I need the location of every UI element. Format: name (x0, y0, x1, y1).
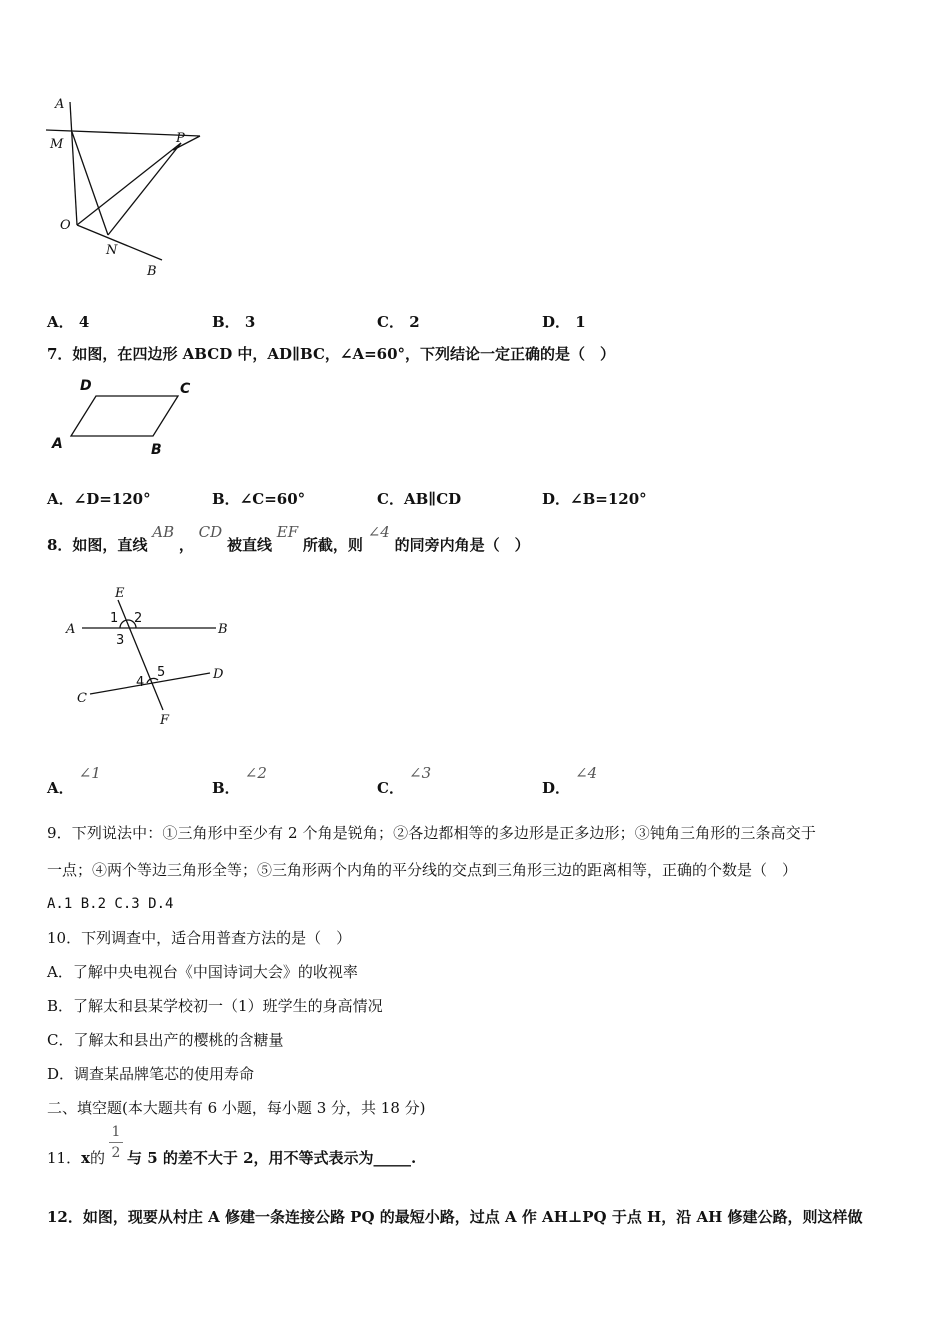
q12-stem: 12．如图，现要从村庄 A 修建一条连接公路 PQ 的最短小路，过点 A 作 AH⊥PQ 于点 H，沿 AH 修建公路，则这样做 (47, 1208, 863, 1226)
label-m: M (50, 137, 64, 152)
option-text: ∠2 (244, 764, 267, 782)
label-b: B (147, 264, 157, 279)
q10-option-b[interactable]: B．了解太和县某学校初一（1）班学生的身高情况 (47, 997, 383, 1015)
label-b: B (218, 622, 228, 637)
q8-cut: 所截，则 (302, 536, 363, 554)
q11-x: x (81, 1149, 91, 1167)
q11-fraction (109, 1124, 123, 1161)
angle-number-3: 3 (116, 633, 125, 648)
label-p: P (176, 131, 185, 146)
label-e: E (115, 586, 125, 601)
option-letter: D． (542, 779, 571, 797)
option-text: 3 (244, 313, 256, 331)
angle-number-2: 2 (134, 611, 143, 626)
q8-comma: ， (178, 536, 194, 554)
q9-line-1: 9．下列说法中：①三角形中至少有 2 个角是锐角；②各边都相等的多边形是正多边形；③钝角三角形的三条高交于 (47, 824, 816, 842)
option-text: 2 (409, 313, 420, 331)
q6-option-a[interactable] (47, 311, 89, 332)
figure-quadrilateral-abcd (45, 372, 205, 462)
q6-option-c[interactable] (377, 311, 420, 332)
q8-option-b[interactable] (212, 762, 267, 798)
label-c: C (180, 381, 191, 397)
option-letter: A． (47, 779, 74, 797)
option-letter: D． (542, 490, 571, 508)
option-text: ∠4 (575, 764, 598, 782)
label-d: D (213, 667, 224, 682)
option-text: ∠D=120° (73, 490, 151, 508)
figure-angle-mon (40, 92, 220, 287)
option-text: 1 (575, 313, 586, 331)
q8-math-ab: AB (152, 523, 175, 541)
label-a: A (52, 436, 63, 452)
q8-math-angle4: ∠4 (367, 523, 390, 541)
q8-option-c[interactable] (377, 762, 431, 798)
option-letter: B． (212, 779, 240, 797)
q6-option-d[interactable] (542, 311, 586, 332)
q8-option-a[interactable] (47, 762, 101, 798)
q9-line-2: 一点；④两个等边三角形全等；⑤三角形两个内角的平分线的交点到三角形三边的距离相等，正确的个数是（ ） (47, 861, 798, 879)
q7-option-b[interactable] (212, 488, 305, 509)
option-letter: C． (377, 313, 404, 331)
q8-suffix: 的同旁内角是（ ） (394, 536, 530, 554)
q8-math-ef: EF (276, 523, 299, 541)
option-letter: A． (47, 490, 74, 508)
label-a: A (55, 97, 65, 112)
q8-math-cd: CD (198, 523, 223, 541)
option-text: ∠3 (409, 764, 432, 782)
q11-prefix: 11． (47, 1149, 82, 1167)
q7-option-a[interactable] (47, 488, 151, 509)
line-cd (90, 673, 210, 694)
q8-stem-prefix: 8．如图，直线 (47, 536, 148, 554)
q8-by-line: 被直线 (226, 536, 272, 554)
label-a: A (66, 622, 76, 637)
option-letter: B． (212, 490, 240, 508)
fraction-numerator: 1 (111, 1124, 121, 1140)
label-c: C (77, 691, 87, 706)
fraction-denominator: 2 (111, 1145, 121, 1161)
q11-suffix: 与 5 的差不大于 2，用不等式表示为_____. (127, 1149, 417, 1167)
line-op (77, 143, 181, 225)
angle-number-4: 4 (136, 675, 145, 690)
quadrilateral-shape (71, 396, 178, 436)
q9-options[interactable]: A.1 B.2 C.3 D.4 (47, 896, 174, 912)
q6-option-b[interactable] (212, 311, 255, 332)
option-text: ∠B=120° (570, 490, 647, 508)
option-letter: D． (542, 313, 571, 331)
figure-parallel-transversal (60, 582, 240, 732)
label-b: B (151, 442, 162, 458)
label-o: O (60, 218, 71, 233)
label-n: N (106, 243, 118, 258)
option-letter: B． (212, 313, 240, 331)
label-f: F (160, 713, 170, 728)
q8-stem (47, 522, 530, 562)
option-text: ∠1 (78, 764, 101, 782)
line-ray-ob (77, 225, 162, 260)
fraction-bar (109, 1142, 123, 1143)
line-mn (72, 132, 108, 235)
line-ray-oa (70, 102, 77, 225)
angle-number-1: 1 (110, 611, 119, 626)
q10-stem: 10．下列调查中，适合用普查方法的是（ ） (47, 929, 352, 947)
section-heading-fill-in: 二、填空题(本大题共有 6 小题，每小题 3 分，共 18 分) (47, 1099, 426, 1117)
label-d: D (80, 378, 92, 394)
line-pn (108, 143, 181, 235)
q7-option-d[interactable] (542, 488, 647, 509)
q11-stem (47, 1148, 105, 1168)
q8-option-d[interactable] (542, 762, 597, 798)
q7-stem: 7．如图，在四边形 ABCD 中，AD∥BC，∠A=60°，下列结论一定正确的是（ ） (47, 345, 616, 363)
option-text: ∠C=60° (239, 490, 306, 508)
q10-option-a[interactable]: A．了解中央电视台《中国诗词大会》的收视率 (47, 963, 358, 981)
q7-option-c[interactable] (377, 488, 461, 509)
option-letter: A． (47, 313, 74, 331)
q11-de: 的 (90, 1149, 106, 1167)
angle-number-5: 5 (157, 665, 166, 680)
option-letter: C． (377, 779, 404, 797)
q10-option-c[interactable]: C．了解太和县出产的樱桃的含糖量 (47, 1031, 284, 1049)
q10-option-d[interactable]: D．调查某品牌笔芯的使用寿命 (47, 1065, 255, 1083)
option-text: AB∥CD (403, 490, 462, 508)
option-text: 4 (78, 313, 90, 331)
option-letter: C． (377, 490, 404, 508)
